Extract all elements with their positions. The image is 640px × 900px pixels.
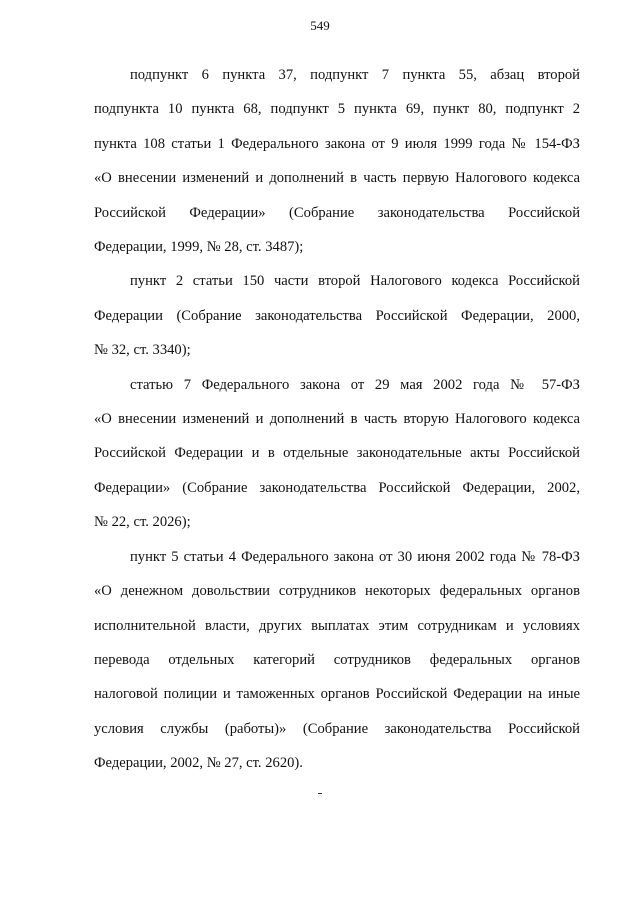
text-line: налоговой полиции и таможенных органов Российской Федерации на иные (94, 686, 580, 703)
text-line: подпункт 6 пункта 37, подпункт 7 пункта 55, абзац второй (130, 67, 580, 83)
text-line: Российской Федерации» (Собрание законодательства Российской (94, 204, 580, 221)
text-line: пункта 108 статьи 1 Федерального закона от 9 июля 1999 года № 154-ФЗ (94, 135, 580, 152)
text-line: подпункта 10 пункта 68, подпункт 5 пункта 69, пункт 80, подпункт 2 (94, 101, 580, 118)
text-line: пункт 2 статьи 150 части второй Налогового кодекса Российской (130, 273, 580, 290)
paragraph-1 (94, 58, 580, 264)
paragraph-4 (94, 540, 580, 781)
text-line: Федерации» (Собрание законодательства Российской Федерации, 2002, (94, 479, 580, 496)
text-line: Российской Федерации и в отдельные законодательные акты Российской (94, 445, 580, 462)
text-line: статью 7 Федерального закона от 29 мая 2002 года № 57-ФЗ (130, 376, 580, 393)
text-line: № 22, ст. 2026); (94, 514, 191, 531)
text-line: Федерации, 1999, № 28, ст. 3487); (94, 239, 304, 256)
text-line: «О денежном довольствии сотрудников некоторых федеральных органов (94, 583, 580, 600)
text-line: исполнительной власти, других выплатах этим сотрудникам и условиях (94, 617, 580, 634)
text-line: Федерации (Собрание законодательства Российской Федерации, 2000, (94, 307, 580, 324)
end-mark (318, 793, 322, 794)
text-line: пункт 5 статьи 4 Федерального закона от 30 июня 2002 года № 78-ФЗ (130, 548, 580, 565)
text-line: Федерации, 2002, № 27, ст. 2620). (94, 755, 303, 772)
paragraph-2 (94, 264, 580, 367)
page-number: 549 (310, 18, 330, 33)
document-body (94, 58, 580, 781)
text-line: перевода отдельных категорий сотрудников федеральных органов (94, 651, 580, 668)
text-line: «О внесении изменений и дополнений в часть вторую Налогового кодекса (94, 411, 580, 428)
text-line: № 32, ст. 3340); (94, 342, 191, 359)
text-line: «О внесении изменений и дополнений в часть первую Налогового кодекса (94, 170, 580, 187)
text-line: условия службы (работы)» (Собрание законодательства Российской (94, 720, 580, 737)
paragraph-3 (94, 368, 580, 540)
